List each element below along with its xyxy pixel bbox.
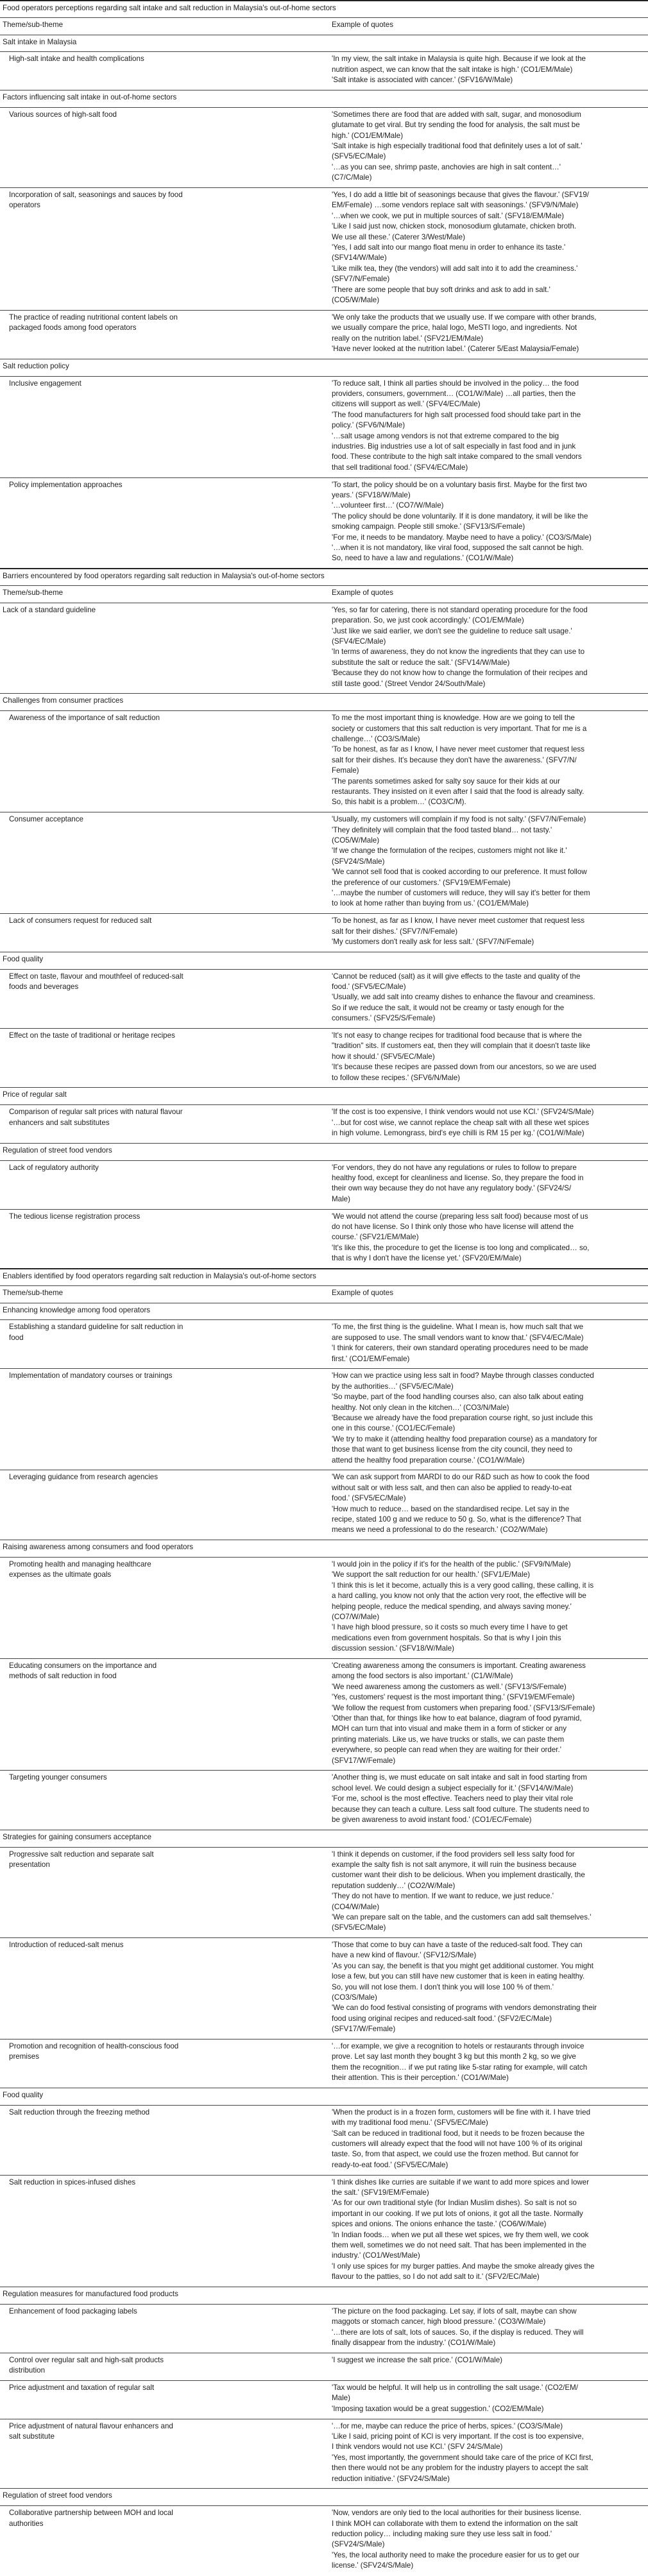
column-header-quotes: Example of quotes <box>332 588 394 597</box>
table-row <box>0 187 648 311</box>
column-header-quotes: Example of quotes <box>332 20 394 29</box>
example-quotes: 'Tax would be helpful. It will help us in controlling the salt usage.' (CO2/EM/ Male) 'Imposing taxation would be a great suggestion.' (CO2/EM/Male) <box>332 2383 578 2413</box>
example-quotes: 'Cannot be reduced (salt) as it will give effects to the taste and quality of the food.' (SFV5/EC/Male) 'Usually, we add salt into creamy dishes to enhance the flavour and creaminess. So if we reduce the salt, it would not be creamy or tasty enough for the consumers.' (SFV25/S/Female) <box>332 972 595 1023</box>
example-quotes: 'I think it depends on customer, if the food providers sell less salty food for example the salty fish is not salt anymore, it will ruin the business because customer want their dish to be delicious. When you implement drastically, the reputation suddenly…' (CO2/W/Male) 'They do not have to mention. If we want to reduce, we just reduce.' (CO4/W/Male) 'We can prepare salt on the table, and the customers can add salt themselves.' (SFV5/EC/Male) <box>332 1850 592 1932</box>
example-quotes: 'Creating awareness among the consumers is important. Creating awareness among the food sectors is also important.' (C1/W/Male) 'We need awareness among the customers as well.' (SFV13/S/Female) 'Yes, customers' request is the most important thing.' (SFV19/EM/Female) 'We follow the request from customers when preparing food.' (SFV13/S/Female) 'Other than that, for things like how to eat balance, diagram of food pyramid, MOH can turn that into visual and make them in a form of sticker or any printing materials. Like us, we have trucks or stalls, we can paste them everywhere, so people can read when they are waiting for their order.' (SFV17/W/Female) <box>332 1661 595 1765</box>
sub-theme-label: Leveraging guidance from research agencies <box>9 1473 158 1482</box>
table-row <box>0 2380 648 2419</box>
example-quotes: 'Sometimes there are food that are added with salt, sugar, and monosodium glutamate to get viral. But try sending the food for analysis, the salt must be high.' (CO1/EM/Male) 'Salt intake is high especially traditional food that definitely uses a lot of salt.' (SFV5/EC/Male) '…as you can see, shrimp paste, anchovies are high in salt content…' (C7/C/Male) <box>332 110 583 182</box>
table-row <box>0 1557 648 1659</box>
sub-theme-label: Effect on taste, flavour and mouthfeel of reduced-salt foods and beverages <box>9 972 183 991</box>
example-quotes: 'When the product is in a frozen form, customers will be fine with it. I have tried with my traditional food menu.' (SFV5/EC/Male) 'Salt can be reduced in traditional food, but it needs to be frozen because the customers will already expect that the food will not have 100 % of its original taste. So, from that aspect, we could use the frozen method. But cannot for ready-to-eat food.' (SFV5/EC/Male) <box>332 2108 591 2169</box>
table-row <box>0 2304 648 2353</box>
table-row <box>0 1087 648 1105</box>
example-quotes: '…for me, maybe can reduce the price of herbs, spices.' (CO3/S/Male) 'Like I said, pricing point of KCl is very important. If the cost is too expensive, I think vendors would not use KCl.' (SFV 24/S/Male) 'Yes, most importantly, the government should take care of the price of KCl first, then there would not be any problem for the industry players to accept the salt reduction initiative.' (SFV24/S/Male) <box>332 2421 593 2483</box>
example-quotes: 'I suggest we increase the salt price.' (CO1/W/Male) <box>332 2355 503 2364</box>
table-row <box>0 107 648 188</box>
table-row <box>0 1770 648 1830</box>
sub-theme-label: Salt reduction through the freezing method <box>9 2108 150 2117</box>
example-quotes: '…for example, we give a recognition to hotels or restaurants through invoice prove. Let say last month they bought 3 kg but this month 2 kg, so we give them the recognition… if we put rating like 5-star rating for example, will catch their attention. This is their perception.' (CO1/W/Male) <box>332 2042 588 2082</box>
table-header-row <box>0 1285 648 1303</box>
example-quotes: 'To me, the first thing is the guideline. What I mean is, how much salt that we are supposed to use. The small vendors want to know that.' (SFV4/EC/Male) 'I think for caterers, their own standard operating procedures need to be made first.' (CO1/EM/Female) <box>332 1323 588 1363</box>
sub-theme-label: Collaborative partnership between MOH and local authorities <box>9 2509 173 2528</box>
example-quotes: To me the most important thing is knowledge. How are we going to tell the society or customers that this salt reduction is very important. That for me is a challenge…' (CO3/S/Male) 'To be honest, as far as I know, I have never meet customer that request less salt for their dishes. It's because they don't have the awareness.' (SFV7/N/ Female) 'The parents sometimes asked for salty soy sauce for their kids at our restaurants. They insisted on it even after I said that the food is already salty. So, this habit is a problem…' (CO3/C/M). <box>332 714 587 807</box>
table-row <box>0 310 648 359</box>
example-quotes: 'In my view, the salt intake in Malaysia is quite high. Because if we look at the nutrition aspect, we can know that the salt intake is high.' (CO1/EM/Male) 'Salt intake is associated with cancer.' (SFV16/W/Male) <box>332 55 586 85</box>
table-title: Food operators perceptions regarding salt intake and salt reduction in Malaysia's out-of-home sectors <box>3 4 336 12</box>
sub-theme-label: Progressive salt reduction and separate salt presentation <box>9 1850 154 1869</box>
sub-theme-label: Control over regular salt and high-salt products distribution <box>9 2355 164 2375</box>
theme-label: Lack of a standard guideline <box>3 605 96 614</box>
table-title-row <box>0 568 648 587</box>
table-row <box>0 603 648 694</box>
theme-label: Salt reduction policy <box>3 361 69 370</box>
table-row <box>0 1209 648 1269</box>
table-row <box>0 2105 648 2176</box>
example-quotes: 'To reduce salt, I think all parties should be involved in the policy… the food providers, consumers, government… (CO1/W/Male) …all parties, then the citizens will support as well.' (SFV4/EC/Male) 'The food manufacturers for high salt processed food should take part in the policy.' (SFV6/N/Male) '…salt usage among vendors is not that extreme compared to the big industries. Big industries use a lot of salt especially in fast food and in junk food. These contribute to the high salt intake compared to the small vendors that sell traditional food.' (SFV4/EC/Male) <box>332 379 582 472</box>
table-row <box>0 1143 648 1161</box>
table-row <box>0 1540 648 1558</box>
table-row <box>0 90 648 108</box>
example-quotes: 'How can we practice using less salt in food? Maybe through classes conducted by the authorities…' (SFV5/EC/Male) 'So maybe, part of the food handling courses also, can also talk about eating healthy. Not only clean in the kitchen…' (CO3/N/Male) 'Because we already have the food preparation course right, so just include this one in this course.' (CO1/EC/Female) 'We try to make it (attending healthy food preparation course) as a mandatory for those that want to get business license from the city council, they need to attend the healthy food preparation course.' (CO1/W/Male) <box>332 1371 597 1464</box>
table-row <box>0 1937 648 2039</box>
example-quotes: 'I would join in the policy if it's for the health of the public.' (SFV9/N/Male) 'We support the salt reduction for our health.' (SFV1/E/Male) 'I think this is let it become, actually this is a very good calling, these calling, it is a hard calling, you know not only that the action very root, the effective will be helping people, reduce the medical spending, and always saving money.' (CO7/W/Male) 'I have high blood pressure, so it costs so much every time I have to get medications even from government hospitals. So that is why I join this discussion session.' (SFV18/W/Male) <box>332 1559 594 1653</box>
table-row <box>0 2039 648 2088</box>
theme-label: Challenges from consumer practices <box>3 696 124 705</box>
table-row <box>0 693 648 711</box>
sub-theme-label: Incorporation of salt, seasonings and sauces by food operators <box>9 191 183 210</box>
sub-theme-label: The practice of reading nutritional content labels on packaged foods among food operators <box>9 313 178 332</box>
theme-label: Price of regular salt <box>3 1090 67 1099</box>
sub-theme-label: High-salt intake and health complications <box>9 55 144 64</box>
example-quotes: 'Those that come to buy can have a taste of the reduced-salt food. They can have a new kind of flavour.' (SFV12/S/Male) 'As you can say, the benefit is that you might get additional customer. You might lose a few, but you can still have new customer that is keen in eating healthy. So, you will not lose them. I don't think you will lose 100 % of them.' (CO3/S/Male) 'We can do food festival consisting of programs with vendors demonstrating their food using original recipes and reduced-salt food.' (SFV2/EC/Male) (SFV17/W/Female) <box>332 1941 597 2034</box>
column-header-theme: Theme/sub-theme <box>3 1288 64 1297</box>
theme-label: Regulation of street food vendors <box>3 2491 112 2500</box>
sub-theme-label: Promotion and recognition of health-conscious food premises <box>9 2042 179 2061</box>
table-row <box>0 2175 648 2287</box>
sub-theme-label: Lack of consumers request for reduced salt <box>9 916 152 925</box>
example-quotes: 'To be honest, as far as I know, I have never meet customer that request less salt for their dishes.' (SFV7/N/Female) 'My customers don't really ask for less salt.' (SFV7/N/Female) <box>332 916 585 946</box>
example-quotes: 'I think dishes like curries are suitable if we want to add more spices and lower the salt.' (SFV19/EM/Female) 'As for our own traditional style (for Indian Muslim dishes). So salt is not so important in our cooking. If we put lots of onions, it got all the taste. Normally spices and onions. The onions enhance the taste.' (CO6/W/Male) 'In Indian foods… when we put all these wet spices, we fry them well, we cook them well, sometimes we do not need salt. That has been implemented in the industry.' (CO1/West/Male) 'I only use spices for my burger patties. And maybe the smoke already gives the flavour to the patties, so I do not add salt to it.' (SFV2/EC/Male) <box>332 2177 595 2281</box>
example-quotes: 'Another thing is, we must educate on salt intake and salt in food starting from school level. We could design a subject especially for it.' (SFV14/W/Male) 'For me, school is the most effective. Teachers need to play their vital role because they can teach a culture. Less salt food culture. The students need to be given awareness to avoid instant food.' (CO1/EC/Female) <box>332 1773 590 1824</box>
sub-theme-label: Comparison of regular salt prices with natural flavour enhancers and salt substitutes <box>9 1108 183 1127</box>
table-row <box>0 2505 648 2576</box>
theme-label: Factors influencing salt intake in out-of-home sectors <box>3 93 177 101</box>
theme-label: Regulation of street food vendors <box>3 1146 112 1155</box>
table-title: Enablers identified by food operators regarding salt reduction in Malaysia's out-of-home sectors <box>3 1271 316 1280</box>
theme-label: Food quality <box>3 954 44 963</box>
table-header-row <box>0 17 648 35</box>
table-row <box>0 1847 648 1939</box>
table-title-row <box>0 1268 648 1287</box>
sub-theme-label: Enhancement of food packaging labels <box>9 2306 137 2315</box>
table-row <box>0 51 648 90</box>
example-quotes: 'If the cost is too expensive, I think vendors would not use KCl.' (SFV24/S/Male) '…but for cost wise, we cannot replace the cheap salt with all these wet spices in high volume. Lemongrass, bird's eye chilli is RM 15 per kg.' (CO1/W/Male) <box>332 1108 594 1137</box>
table-row <box>0 1658 648 1771</box>
table-title: Barriers encountered by food operators regarding salt reduction in Malaysia's out-of-home sectors <box>3 572 325 581</box>
table-row <box>0 1368 648 1470</box>
table-row <box>0 1028 648 1088</box>
example-quotes: 'The picture on the food packaging. Let say, if lots of salt, maybe can show maggots or stomach cancer, high blood pressure.' (CO3/W/Male) '…there are lots of salt, lots of sauces. So, if the display is reduced. They will finally disappear from the industry.' (CO1/W/Male) <box>332 2306 584 2348</box>
table-row <box>0 913 648 952</box>
example-quotes: 'We can ask support from MARDI to do our R&D such as how to cook the food without salt or with less salt, and then can also be applied to ready-to-eat food.' (SFV5/EC/Male) 'How much to reduce… based on the standardised recipe. Let say in the recipe, stated 100 g and we reduce to 50 g. So, what is the difference? That means we need a professional to do the research.' (CO2/W/Male) <box>332 1473 590 1534</box>
table-row <box>0 376 648 478</box>
column-header-theme: Theme/sub-theme <box>3 20 64 29</box>
table-row <box>0 812 648 914</box>
table-row <box>0 1104 648 1144</box>
sub-theme-label: Inclusive engagement <box>9 379 81 388</box>
example-quotes: 'To start, the policy should be on a voluntary basis first. Maybe for the first two years.' (SFV18/W/Male) '…volunteer first…' (CO7/W/Male) 'The policy should be done voluntarily. If it is done mandatory, it will be like the smoking campaign. People still smoke.' (SFV13/S/Female) 'For me, it needs to be mandatory. Maybe need to have a policy.' (CO3/S/Male) '…when it is not mandatory, like viral food, supposed the salt cannot be high. So, need to have a law and regulations.' (CO1/W/Male) <box>332 480 592 563</box>
sub-theme-label: Price adjustment and taxation of regular salt <box>9 2383 155 2392</box>
sub-theme-label: Salt reduction in spices-infused dishes <box>9 2177 136 2186</box>
theme-label: Food quality <box>3 2091 44 2099</box>
example-quotes: 'It's not easy to change recipes for traditional food because that is where the "tradition" sits. If customers eat, then they will complain that it doesn't taste like how it should.' (SFV5/EC/Male) 'It's because these recipes are passed down from our ancestors, so we are used to follow these recipes.' (SFV6/N/Male) <box>332 1031 597 1082</box>
example-quotes: 'Now, vendors are only tied to the local authorities for their business license. I think MOH can collaborate with them to extend the information on the salt reduction policy… including making sure they use less salt in food.' (SFV24/S/Male) 'Yes, the local authority need to make the procedure easier for us to get our license.' (SFV24/S/Male) <box>332 2509 581 2570</box>
theme-label: Strategies for gaining consumers acceptance <box>3 1832 152 1841</box>
sub-theme-label: Awareness of the importance of salt reduction <box>9 714 160 723</box>
sub-theme-label: Effect on the taste of traditional or heritage recipes <box>9 1031 175 1040</box>
table-row <box>0 35 648 53</box>
sub-theme-label: Targeting younger consumers <box>9 1773 107 1782</box>
table-row <box>0 477 648 569</box>
sub-theme-label: Establishing a standard guideline for salt reduction in food <box>9 1323 183 1342</box>
table-header-row <box>0 585 648 603</box>
theme-label: Regulation measures for manufactured food products <box>3 2290 178 2298</box>
column-header-theme: Theme/sub-theme <box>3 588 64 597</box>
theme-label: Enhancing knowledge among food operators <box>3 1305 151 1314</box>
sub-theme-label: Policy implementation approaches <box>9 480 123 489</box>
sub-theme-label: Consumer acceptance <box>9 815 83 824</box>
sub-theme-label: Introduction of reduced-salt menus <box>9 1941 124 1949</box>
table-row <box>0 2353 648 2381</box>
table-row <box>0 2419 648 2489</box>
sub-theme-label: Price adjustment of natural flavour enhancers and salt substitute <box>9 2421 173 2441</box>
table-row <box>0 969 648 1029</box>
theme-label: Raising awareness among consumers and food operators <box>3 1543 194 1552</box>
table-row <box>0 1830 648 1848</box>
example-quotes: 'Usually, my customers will complain if my food is not salty.' (SFV7/N/Female) 'They definitely will complain that the food tasted bland… not tasty.' (CO5/W/Male) 'If we change the formulation of the recipes, customers might not like it.' (SFV24/S/Male) 'We cannot sell food that is cooked according to our preference. It must follow the preference of our customers.' (SFV19/EM/Female) '…maybe the number of customers will reduce, they will say it's better for them to look at home rather than buying from us.' (CO1/EM/Male) <box>332 815 590 908</box>
table-row <box>0 710 648 812</box>
table-row <box>0 359 648 377</box>
table-row <box>0 952 648 970</box>
example-quotes: 'We only take the products that we usually use. If we compare with other brands, we usually compare the price, halal logo, MeSTI logo, and ingredients. Not really on the nutrition label.' (SFV21/EM/Male) 'Have never looked at the nutrition label.' (Caterer 5/East Malaysia/Female) <box>332 313 597 354</box>
sub-theme-label: Lack of regulatory authority <box>9 1163 99 1172</box>
table-title-row <box>0 0 648 19</box>
table-row <box>0 2287 648 2305</box>
table-row <box>0 2088 648 2106</box>
example-quotes: 'We would not attend the course (preparing less salt food) because most of us do not have license. So I think only those who have license will attend the course.' (SFV21/EM/Male) 'It's like this, the procedure to get the license is too long and complicated… so, that is why I don't have the license yet.' (SFV20/EM/Male) <box>332 1212 590 1263</box>
table-row <box>0 1160 648 1210</box>
table-row <box>0 1303 648 1321</box>
sub-theme-label: Promoting health and managing healthcare expenses as the ultimate goals <box>9 1559 151 1579</box>
table-row <box>0 2488 648 2506</box>
column-header-quotes: Example of quotes <box>332 1288 394 1297</box>
table-row <box>0 1319 648 1369</box>
table-row <box>0 1470 648 1540</box>
sub-theme-label: Educating consumers on the importance and methods of salt reduction in food <box>9 1661 157 1681</box>
example-quotes: 'For vendors, they do not have any regulations or rules to follow to prepare healthy food, except for cleanliness and license. So, they prepare the food in their own way because they do not have any regulatory body.' (SFV24/S/ Male) <box>332 1163 584 1203</box>
example-quotes: 'Yes, so far for catering, there is not standard operating procedure for the food preparation. So, we just cook accordingly.' (CO1/EM/Male) 'Just like we said earlier, we don't see the guideline to reduce salt usage.' (SFV4/EC/Male) 'In terms of awareness, they do not know the ingredients that they can use to substitute the salt or reduce the salt.' (SFV14/W/Male) 'Because they do not know how to change the formulation of their recipes and still taste good.' (Street Vendor 24/South/Male) <box>332 605 588 688</box>
sub-theme-label: Various sources of high-salt food <box>9 110 117 119</box>
theme-label: Salt intake in Malaysia <box>3 37 77 46</box>
sub-theme-label: Implementation of mandatory courses or trainings <box>9 1371 173 1380</box>
sub-theme-label: The tedious license registration process <box>9 1212 141 1221</box>
example-quotes: 'Yes, I do add a little bit of seasonings because that gives the flavour.' (SFV19/ EM/Female) …some vendors replace salt with seasonings.' (SFV9/N/Male) '…when we cook, we put in multiple sources of salt.' (SFV18/EM/Male) 'Like I said just now, chicken stock, monosodium glutamate, chicken broth. We use all these.' (Caterer 3/West/Male) 'Yes, I add salt into our mango float menu in order to enhance its taste.' (SFV14/W/Male) 'Like milk tea, they (the vendors) will add salt into it to add the creaminess.' (SFV7/N/Female) 'There are some people that buy soft drinks and ask to add in salt.' (CO5/W/Male) <box>332 191 590 305</box>
